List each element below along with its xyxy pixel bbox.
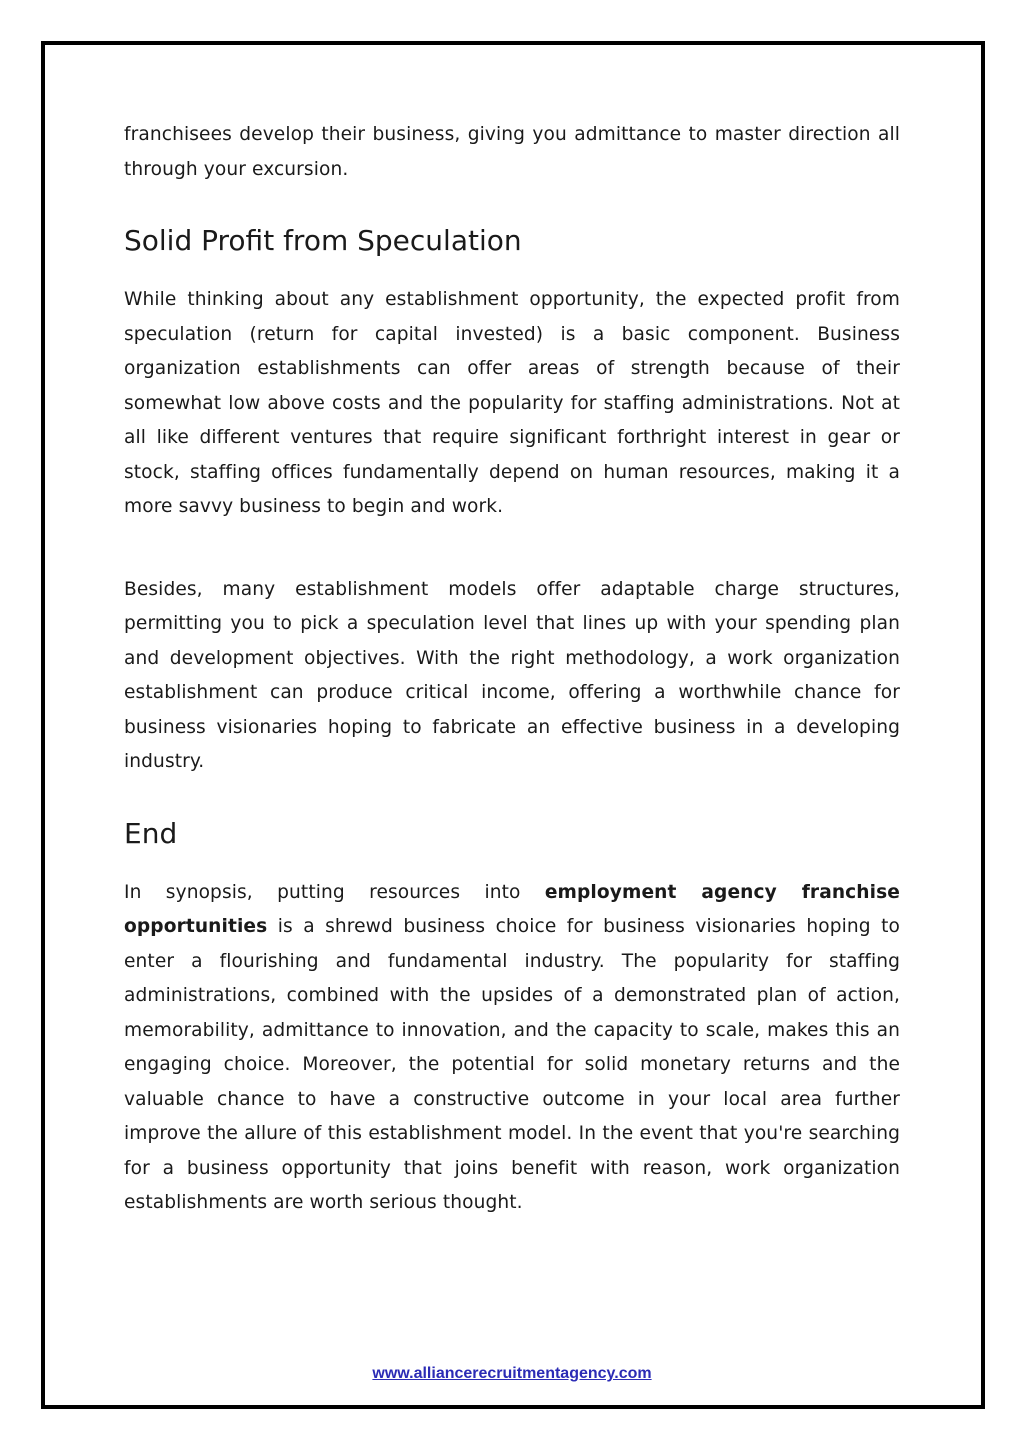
end-paragraph bbox=[124, 876, 900, 1221]
intro-paragraph: franchisees develop their business, giving you admittance to master direction all through your excursion. bbox=[124, 124, 900, 180]
section-heading-profit: Solid Profit from Speculation bbox=[124, 224, 522, 257]
end-paragraph-rest: is a shrewd business choice for business visionaries hoping to enter a flourishing and fundamental industry. The popularity for staffing administrations, combined with the upsides of a demonstrated plan of action, memorability, admittance to innovation, and the capacity to scale, makes this an engaging choice. Moreover, the potential for solid monetary returns and the valuable chance to have a constructive outcome in your local area further improve the allure of this establishment model. In the event that you're searching for a business opportunity that joins benefit with reason, work organization establishments are worth serious thought. bbox=[124, 916, 900, 1213]
end-paragraph-lead: In synopsis, putting resources into bbox=[124, 881, 545, 903]
profit-paragraph-1: While thinking about any establishment opportunity, the expected profit from speculation (return for capital invested) is a basic component. Business organization establishments can offer areas of strength because of their somewhat low above costs and the popularity for staffing administrations. Not at all like different ventures that require significant forthright interest in gear or stock, staffing offices fundamentally depend on human resources, making it a more savvy business to begin and work. bbox=[124, 289, 900, 517]
document-body bbox=[124, 118, 900, 1221]
footer-website-link[interactable]: www.alliancerecruitmentagency.com bbox=[372, 1365, 652, 1382]
end-paragraph-keyword: employment agency franchise opportunities bbox=[124, 881, 900, 937]
profit-paragraph-2: Besides, many establishment models offer adaptable charge structures, permitting you to pick a speculation level that lines up with your spending plan and development objectives. With the right methodology, a work organization establishment can produce critical income, offering a worthwhile chance for business visionaries hoping to fabricate an effective business in a developing industry. bbox=[124, 578, 900, 772]
section-heading-end: End bbox=[124, 816, 178, 850]
